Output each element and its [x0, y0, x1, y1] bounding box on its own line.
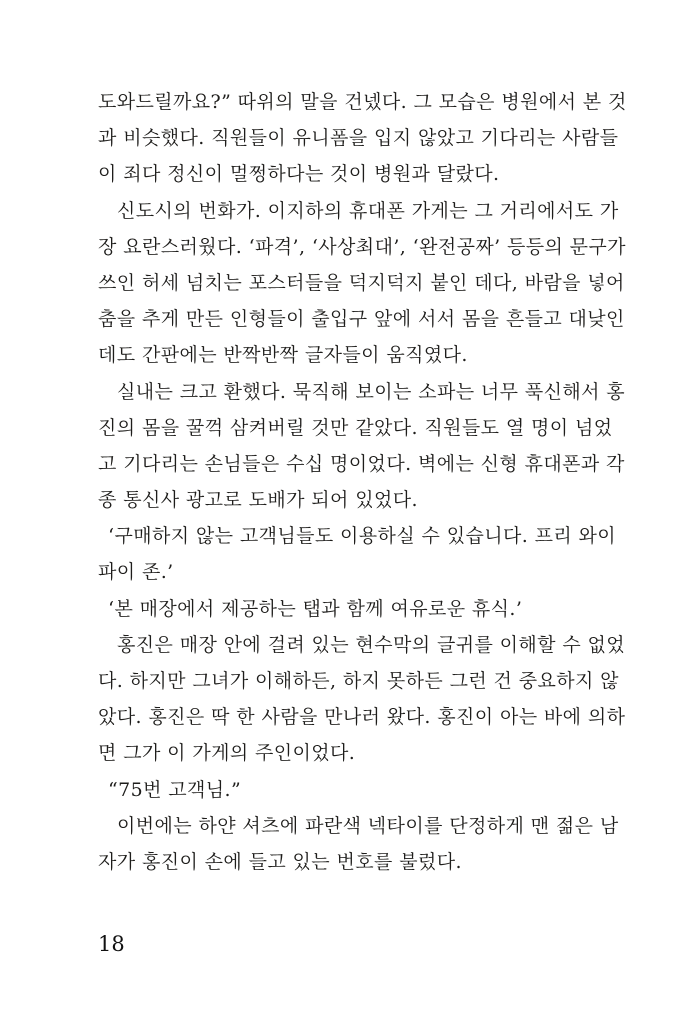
page-number: 18: [98, 932, 125, 956]
text-line: 면 그가 이 가게의 주인이었다.: [98, 742, 356, 765]
text-line: 고 기다리는 손님들은 수십 명이었다. 벽에는 신형 휴대폰과 각: [98, 452, 625, 475]
text-line: 파이 존.’: [98, 561, 174, 584]
paragraph: [98, 627, 626, 772]
text-line: 신도시의 번화가. 이지하의 휴대폰 가게는 그 거리에서도 가: [117, 199, 619, 222]
text-line: 이 죄다 정신이 멀쩡하다는 것이 병원과 달랐다.: [98, 163, 500, 186]
text-line: 춤을 추게 만든 인형들이 출입구 앞에 서서 몸을 흔들고 대낮인: [98, 308, 625, 331]
text-line: 도와드릴까요?” 따위의 말을 건넸다. 그 모습은 병원에서 본 것: [98, 91, 627, 113]
text-line: ‘본 매장에서 제공하는 탭과 함께 여유로운 휴식.’: [108, 597, 523, 620]
text-line: 종 통신사 광고로 도배가 되어 있었다.: [98, 489, 418, 512]
text-line: 이번에는 하얀 셔츠에 파란색 넥타이를 단정하게 맨 젊은 남: [117, 814, 619, 837]
text-line: 과 비슷했다. 직원들이 유니폼을 입지 않았고 기다리는 사람들: [98, 127, 619, 150]
text-line: 았다. 홍진은 딱 한 사람을 만나러 왔다. 홍진이 아는 바에 의하: [98, 706, 626, 729]
paragraph: [98, 374, 626, 519]
text-line: “75번 고객님.”: [108, 778, 242, 801]
text-line: 데도 간판에는 반짝반짝 글자들이 움직였다.: [98, 344, 468, 367]
text-line: 자가 홍진이 손에 들고 있는 번호를 불렀다.: [98, 850, 462, 873]
paragraph-dialogue: [98, 772, 595, 808]
text-line: 장 요란스러웠다. ‘파격’, ‘사상최대’, ‘완전공짜’ 등등의 문구가: [98, 235, 626, 258]
text-line: 진의 몸을 꿀꺽 삼켜버릴 것만 같았다. 직원들도 열 명이 넘었: [98, 416, 613, 439]
body-text-block: [98, 84, 627, 880]
text-line: 다. 하지만 그녀가 이해하든, 하지 못하든 그런 건 중요하지 않: [98, 670, 619, 692]
text-line: 쓰인 허세 넘치는 포스터들을 덕지덕지 붙인 데다, 바람을 넣어: [98, 271, 625, 294]
text-line: 홍진은 매장 안에 걸려 있는 현수막의 글귀를 이해할 수 없었: [117, 633, 626, 656]
text-line: 실내는 크고 환했다. 묵직해 보이는 소파는 너무 푹신해서 홍: [117, 380, 626, 403]
paragraph: [98, 808, 619, 880]
paragraph-banner-quote: [98, 518, 617, 590]
paragraph-banner-quote: [98, 591, 595, 627]
paragraph: [98, 84, 627, 193]
text-line: ‘구매하지 않는 고객님들도 이용하실 수 있습니다. 프리 와이: [108, 525, 617, 548]
paragraph: [98, 193, 626, 374]
